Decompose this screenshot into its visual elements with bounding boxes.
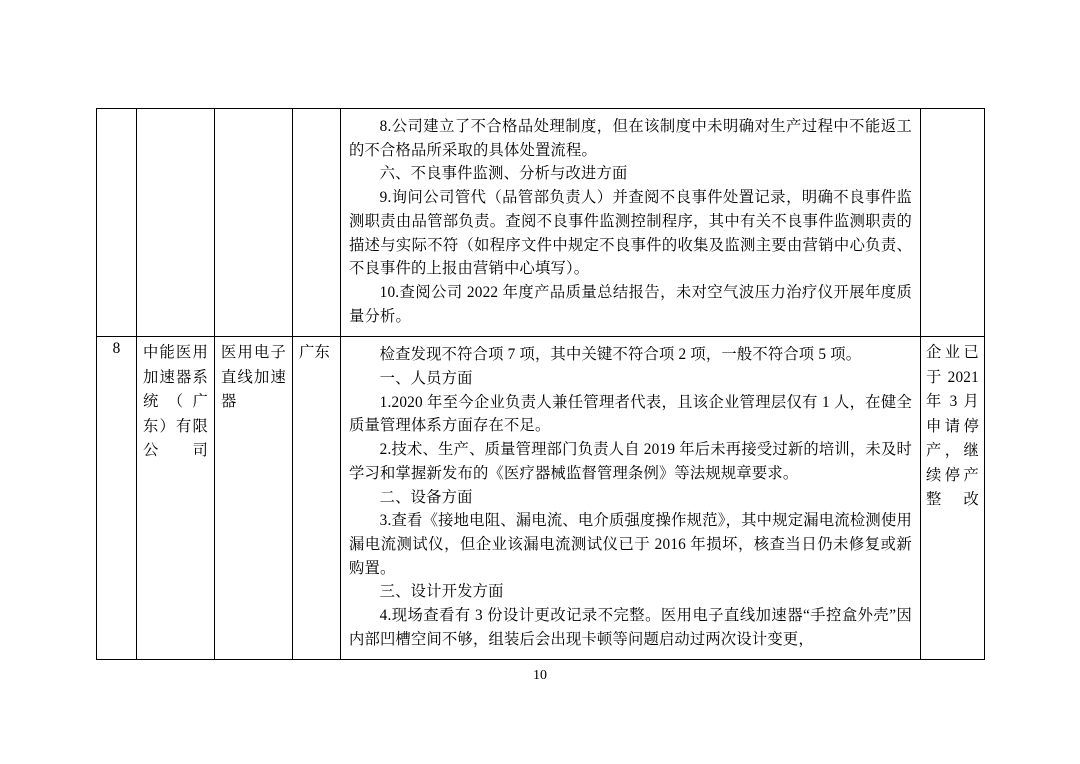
findings-text bbox=[341, 109, 920, 336]
row-number bbox=[97, 109, 136, 125]
row-number-cell bbox=[97, 337, 137, 660]
status-note bbox=[921, 109, 984, 127]
findings-paragraph: 10.查阅公司 2022 年度产品质量总结报告，未对空气波压力治疗仪开展年度质量分析。 bbox=[349, 283, 912, 325]
findings-paragraph: 2.技术、生产、质量管理部门负责人自 2019 年后未再接受过新的培训，未及时学习和掌握新发布的《医疗器械监督管理条例》等法规规章要求。 bbox=[349, 441, 912, 482]
company-cell bbox=[137, 109, 215, 337]
findings-paragraph: 一、人员方面 bbox=[379, 370, 473, 388]
area-name: 广东 bbox=[299, 344, 330, 362]
product-name: 医用电子直线加速器 bbox=[221, 344, 286, 411]
status-note-cell bbox=[921, 109, 985, 337]
product-name bbox=[215, 109, 292, 129]
table-row bbox=[97, 109, 985, 337]
product-cell bbox=[215, 337, 293, 660]
findings-paragraph: 检查发现不符合项 7 项，其中关键不符合项 2 项，一般不符合项 5 项。 bbox=[379, 346, 862, 364]
area-cell bbox=[293, 109, 341, 337]
findings-paragraph: 3.查看《接地电阻、漏电流、电介质强度操作规范》，其中规定漏电流检测使用漏电流测试仪，但企业该漏电流测试仪已于 2016 年损坏，核查当日仍未修复或新购置。 bbox=[349, 512, 912, 577]
findings-paragraph: 1.2020 年至今企业负责人兼任管理者代表，且该企业管理层仅有 1 人，在健全质量管理体系方面存在不足。 bbox=[349, 393, 912, 435]
page-number: 10 bbox=[533, 668, 547, 683]
row-number-cell bbox=[97, 109, 137, 337]
status-note: 企业已于 2021 年 3 月申请停产，继续停产整改 bbox=[926, 344, 979, 509]
product-cell bbox=[215, 109, 293, 337]
company-cell bbox=[137, 337, 215, 660]
status-note-cell bbox=[921, 337, 985, 660]
table-row bbox=[97, 337, 985, 660]
findings-paragraph: 三、设计开发方面 bbox=[379, 583, 504, 601]
findings-cell bbox=[341, 109, 921, 337]
findings-paragraph: 8.公司建立了不合格品处理制度，但在该制度中未明确对生产过程中不能返工的不合格品所采取的具体处置流程。 bbox=[349, 118, 912, 159]
findings-paragraph: 二、设备方面 bbox=[379, 488, 473, 506]
findings-paragraph: 9.询问公司管代（品管部负责人）并查阅不良事件处置记录，明确不良事件监测职责由品管部负责。查阅不良事件监测控制程序，其中有关不良事件监测职责的描述与实际不符（如程序文件中规定不良事件的收集及监测主要由营销中心负责、不良事件的上报由营销中心填写）。 bbox=[349, 189, 912, 278]
area-name bbox=[293, 109, 340, 129]
inspection-findings-table bbox=[96, 108, 985, 660]
company-name: 中能医用加速器系统（广东）有限公司 bbox=[143, 344, 208, 460]
findings-text bbox=[341, 337, 920, 659]
company-name bbox=[137, 109, 214, 129]
row-number: 8 bbox=[112, 340, 121, 358]
findings-paragraph: 六、不良事件监测、分析与改进方面 bbox=[379, 165, 628, 183]
findings-paragraph: 4.现场查看有 3 份设计更改记录不完整。医用电子直线加速器“手控盒外壳”因内部凹槽空间不够，组装后会出现卡顿等问题启动过两次设计变更， bbox=[349, 607, 912, 648]
area-cell bbox=[293, 337, 341, 660]
findings-cell bbox=[341, 337, 921, 660]
